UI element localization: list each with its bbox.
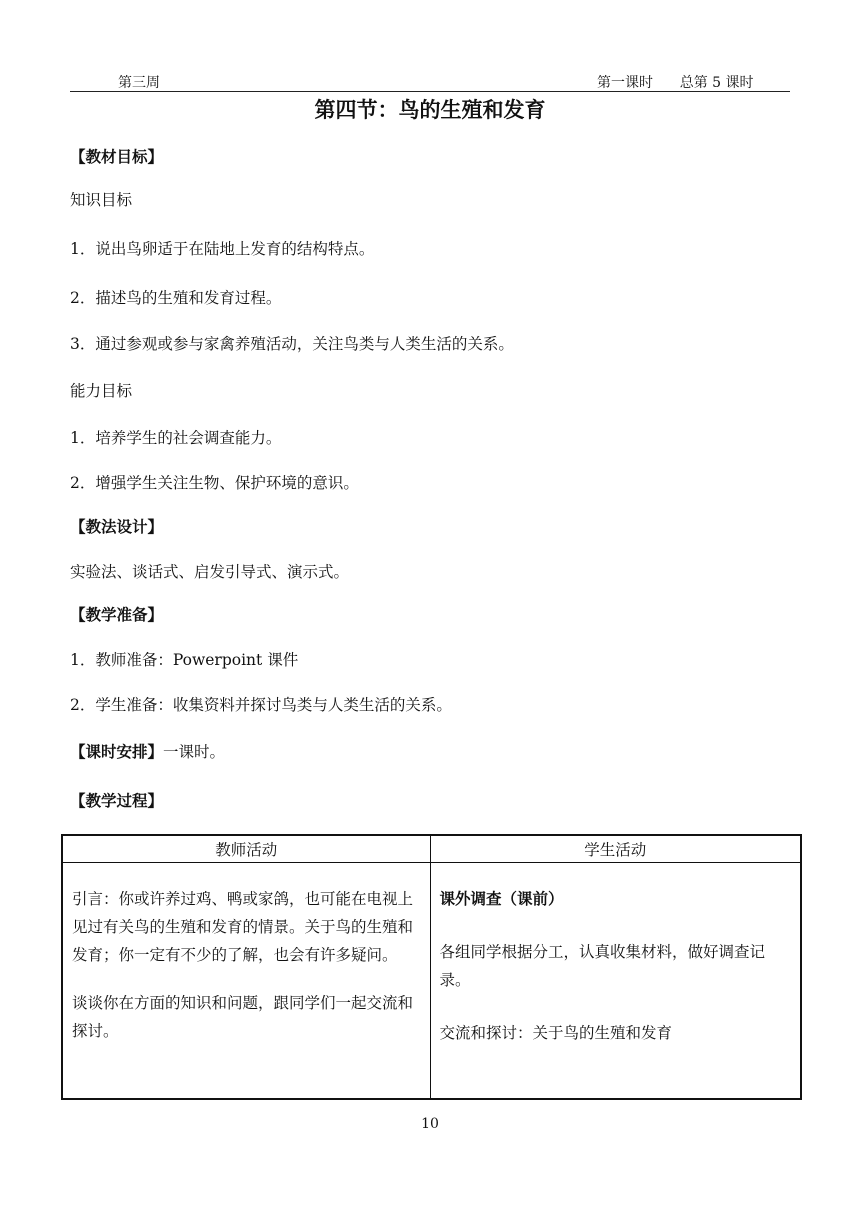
teacher-activity-cell: [62, 863, 430, 1100]
knowledge-item: 3．通过参观或参与家禽养殖活动，关注鸟类与人类生活的关系。: [70, 335, 514, 353]
teacher-paragraph: 谈谈你在方面的知识和问题，跟同学们一起交流和探讨。: [72, 994, 414, 1040]
header-lesson-info: 第一课时 总第 5 课时: [597, 75, 754, 91]
student-column-header: 学生活动: [430, 835, 801, 863]
process-heading: 【教学过程】: [70, 792, 164, 810]
schedule-text: 一课时。: [163, 743, 226, 761]
schedule-line: [70, 740, 225, 762]
preparation-heading: 【教学准备】: [70, 606, 164, 624]
schedule-heading: 【课时安排】: [70, 743, 164, 761]
goals-heading: 【教材目标】: [70, 148, 164, 166]
process-table: [61, 834, 802, 1100]
knowledge-item: 1．说出鸟卵适于在陆地上发育的结构特点。: [70, 240, 375, 258]
page-title: 第四节：鸟的生殖和发育: [314, 98, 546, 122]
preparation-item: 1．教师准备：Powerpoint 课件: [70, 651, 299, 669]
student-activity-title: 课外调查（课前）: [439, 890, 564, 908]
ability-label: 能力目标: [70, 382, 133, 400]
preparation-item: 2．学生准备：收集资料并探讨鸟类与人类生活的关系。: [70, 696, 452, 714]
student-paragraph: 交流和探讨：关于鸟的生殖和发育: [439, 1024, 673, 1042]
page-number: 10: [421, 1116, 439, 1132]
student-paragraph: 各组同学根据分工，认真收集材料，做好调查记录。: [439, 943, 766, 989]
knowledge-item: 2．描述鸟的生殖和发育过程。: [70, 289, 282, 307]
student-activity-cell: [430, 863, 801, 1100]
ability-item: 1．培养学生的社会调查能力。: [70, 429, 282, 447]
methods-text: 实验法、谈话式、启发引导式、演示式。: [70, 563, 350, 581]
methods-heading: 【教法设计】: [70, 518, 164, 536]
teacher-column-header: 教师活动: [62, 835, 430, 863]
header-week: 第三周: [118, 75, 160, 91]
ability-item: 2．增强学生关注生物、保护环境的意识。: [70, 474, 359, 492]
knowledge-label: 知识目标: [70, 191, 133, 209]
teacher-paragraph: 引言：你或许养过鸡、鸭或家鸽，也可能在电视上见过有关鸟的生殖和发育的情景。关于鸟的生殖和发育；你一定有不少的了解，也会有许多疑问。: [72, 890, 414, 964]
header-rule: [70, 91, 790, 92]
